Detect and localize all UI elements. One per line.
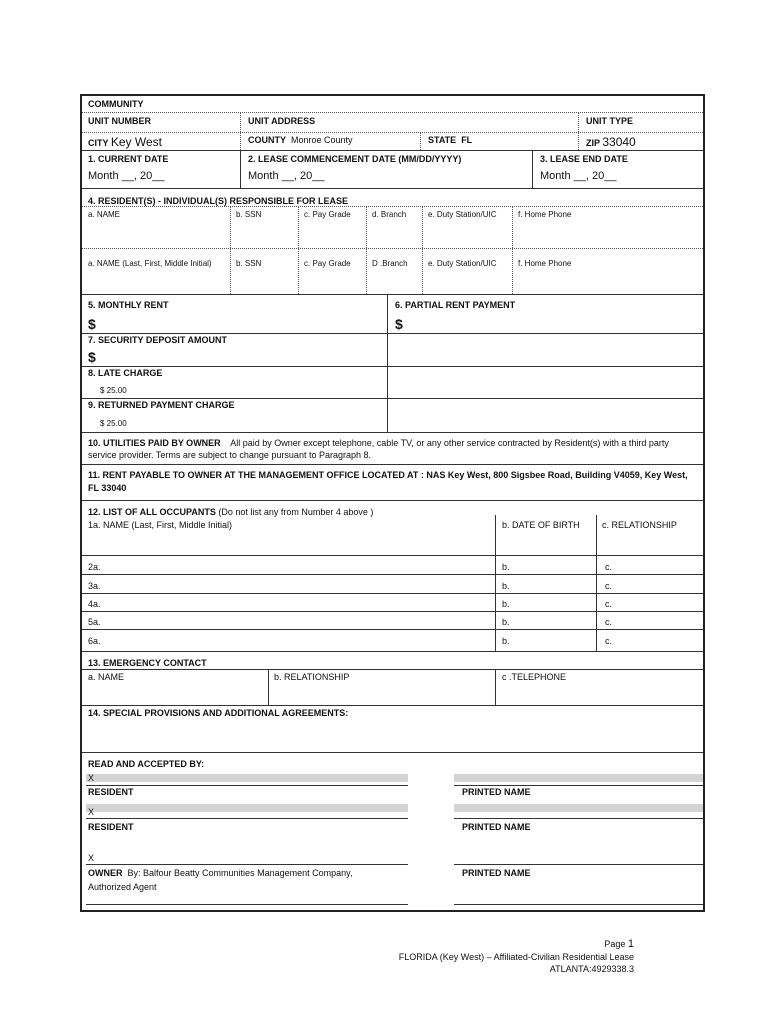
printed-name-label: PRINTED NAME (462, 787, 531, 797)
lease-end-value[interactable]: Month __, 20__ (540, 170, 617, 182)
divider (387, 294, 388, 432)
lease-end-label: 3. LEASE END DATE (540, 154, 628, 164)
divider (420, 132, 421, 150)
divider (422, 206, 423, 294)
divider (240, 132, 241, 150)
resident-pay-grade-label: c. Pay Grade (304, 210, 351, 219)
rent-payable-text: 11. RENT PAYABLE TO OWNER AT THE MANAGEMENT OFFICE LOCATED AT : NAS Key West, 800 Sigsbee Road, Building V4059, Key West, (88, 470, 688, 480)
divider (82, 398, 703, 399)
divider (82, 206, 703, 207)
divider (82, 150, 703, 151)
partial-rent-value[interactable]: $ (395, 316, 403, 332)
resident-branch-label: d. Branch (372, 210, 407, 219)
occupant-name-header: 1a. NAME (Last, First, Middle Initial) (88, 520, 233, 530)
occupant-relationship-header: c. RELATIONSHIP (602, 520, 677, 530)
divider (82, 705, 703, 706)
zip-field[interactable]: ZIP 33040 (586, 135, 636, 149)
signature-shade (86, 774, 408, 782)
divider (495, 515, 496, 651)
late-charge-value: $ 25.00 (100, 386, 127, 395)
divider (82, 500, 703, 501)
printed-name-label: PRINTED NAME (462, 822, 531, 832)
divider (82, 132, 703, 133)
resident-signature-x: X (88, 807, 95, 817)
divider (240, 150, 241, 188)
divider (82, 593, 703, 594)
lease-commencement-label: 2. LEASE COMMENCEMENT DATE (MM/DD/YYYY) (248, 154, 462, 164)
resident-name-label: a. NAME (Last, First, Middle Initial) (88, 259, 212, 268)
divider (82, 574, 703, 575)
divider (366, 206, 367, 294)
resident-home-phone-label: f. Home Phone (518, 259, 572, 268)
divider (82, 651, 703, 652)
divider (512, 206, 513, 294)
divider (240, 112, 241, 132)
returned-payment-label: 9. RETURNED PAYMENT CHARGE (88, 400, 235, 410)
monthly-rent-label: 5. MONTHLY RENT (88, 300, 169, 310)
divider (532, 150, 533, 188)
unit-number-label: UNIT NUMBER (88, 116, 151, 126)
divider (82, 248, 703, 249)
divider (82, 188, 703, 189)
divider (578, 132, 579, 150)
resident-signature-line[interactable] (86, 818, 408, 819)
emergency-telephone-label: c .TELEPHONE (502, 672, 567, 682)
resident-ssn-label: b. SSN (236, 259, 262, 268)
divider (82, 752, 703, 753)
divider (82, 294, 703, 295)
residents-title: 4. RESIDENT(S) - INDIVIDUAL(S) RESPONSIBLE FOR LEASE (88, 196, 349, 206)
printed-name-bottom-line (454, 904, 703, 905)
divider (82, 629, 703, 630)
divider (82, 464, 703, 465)
divider (268, 669, 269, 705)
signature-shade (86, 804, 408, 812)
county-field[interactable]: COUNTY Monroe County (248, 135, 353, 145)
divider (596, 515, 597, 651)
owner-label: OWNER By: Balfour Beatty Communities Management Company, (88, 868, 353, 878)
printed-name-line[interactable] (454, 818, 703, 819)
divider (82, 611, 703, 612)
resident-duty-station-label: e. Duty Station/UIC (428, 210, 497, 219)
resident-label: RESIDENT (88, 822, 134, 832)
occupant-dob-header: b. DATE OF BIRTH (502, 520, 580, 530)
resident-signature-line[interactable] (86, 785, 408, 786)
printed-name-line[interactable] (454, 864, 703, 865)
divider (82, 432, 703, 433)
divider (82, 669, 703, 670)
form-title-footer: FLORIDA (Key West) – Affiliated-Civilian Residential Lease (398, 952, 634, 962)
owner-signature-line[interactable] (86, 864, 408, 865)
resident-name-label: a. NAME (88, 210, 121, 219)
rent-payable-text-line2: FL 33040 (88, 483, 127, 493)
lease-form: COMMUNITY UNIT NUMBER UNIT ADDRESS UNIT TYPE CITY Key West COUNTY Monroe County STATE FL ZIP 33040 1. CURRENT DATE 2. LEASE COMMENCEMENT DATE (MM/DD/YYYY) 3. LEASE END DATE Month __, 20__ Month __, 20__ Month __, 20__ 4. RESIDENT(S) - INDIVIDUAL(S) RESPONSIBLE FOR LEASE a. NAME b. SSN c. Pay Grade d. Branch e. Duty Station/UIC f. Home Phone a. NAME (Last, First, Middle Initial) b. SSN c. Pay Grade D .Branch e. Duty Station/UIC f. Home Phone 5. MONTHLY RENT $ 6. PARTIAL RENT PAYMENT $ 7. SECURITY DEPOSIT AMOUNT $ 8. LATE CHARGE $ 25.00 9. RETURNED PAYMENT CHARGE $ 25.00 10. UTILITIES PAID BY OWNER All paid by Owner except telephone, cable TV, or any other service contracted by Resident(s) with a third party service provider. Terms are subject to change pursuant to Paragraph 8. 11. RENT PAYABLE TO OWNER AT THE MANAGEMENT OFFICE LOCATED AT : NAS Key West, 800 Sigsbee Road, Building V4059, Key West, FL 33040 12. LIST OF ALL OCCUPANTS (Do not list any from Number 4 above ) 1a. NAME (Last, First, Middle Initial) b. DATE OF BIRTH c. RELATIONSHIP 2a. b. c. 3a. b. c. 4a. b. c. 5a. b. c. 6a. b. c. 13. EMERGENCY CONTACT a. NAME b. RELATIONSHIP c .TELEPHONE 14. SPECIAL PROVISIONS AND ADDITIONAL AGREEMENTS: READ AND ACCEPTED BY: X RESIDENT PRINTED NAME X RESIDENT PRINTED NAME X OWNER By: Balfour Beatty Communities Management Company, PRINTED NAME Authorized Agent (80, 94, 705, 912)
emergency-name-label: a. NAME (88, 672, 125, 682)
divider (82, 333, 703, 334)
state-field[interactable]: STATE FL (428, 135, 473, 145)
partial-rent-label: 6. PARTIAL RENT PAYMENT (395, 300, 516, 310)
resident-ssn-label: b. SSN (236, 210, 262, 219)
divider (578, 112, 579, 132)
read-accepted-title: READ AND ACCEPTED BY: (88, 759, 205, 769)
resident-label: RESIDENT (88, 787, 134, 797)
resident-duty-station-label: e. Duty Station/UIC (428, 259, 497, 268)
page-number: Page 1 (604, 938, 634, 950)
divider (495, 669, 496, 705)
emergency-contact-title: 13. EMERGENCY CONTACT (88, 658, 207, 668)
special-provisions-title: 14. SPECIAL PROVISIONS AND ADDITIONAL AGREEMENTS: (88, 708, 349, 718)
security-deposit-value[interactable]: $ (88, 349, 96, 365)
utilities-text-line2: service provider. Terms are subject to change pursuant to Paragraph 8. (88, 450, 371, 460)
unit-type-label: UNIT TYPE (586, 116, 634, 126)
signature-shade (454, 804, 703, 812)
late-charge-label: 8. LATE CHARGE (88, 368, 163, 378)
current-date-value[interactable]: Month __, 20__ (88, 170, 165, 182)
document-id: ATLANTA:4929338.3 (549, 964, 634, 974)
city-field[interactable]: CITY Key West (88, 135, 162, 149)
resident-branch-label: D .Branch (372, 259, 408, 268)
current-date-label: 1. CURRENT DATE (88, 154, 169, 164)
returned-payment-value: $ 25.00 (100, 419, 127, 428)
occupants-title: 12. LIST OF ALL OCCUPANTS (Do not list any from Number 4 above ) (88, 507, 374, 517)
resident-home-phone-label: f. Home Phone (518, 210, 572, 219)
owner-agent-label: Authorized Agent (88, 882, 157, 892)
monthly-rent-value[interactable]: $ (88, 316, 96, 332)
divider (82, 555, 703, 556)
community-label: COMMUNITY (88, 99, 144, 109)
security-deposit-label: 7. SECURITY DEPOSIT AMOUNT (88, 335, 228, 345)
divider (298, 206, 299, 294)
owner-signature-x: X (88, 853, 95, 863)
unit-address-label: UNIT ADDRESS (248, 116, 316, 126)
utilities-text: 10. UTILITIES PAID BY OWNER All paid by Owner except telephone, cable TV, or any other service contracted by Resident(s) with a third party (88, 438, 669, 448)
printed-name-line[interactable] (454, 785, 703, 786)
emergency-relationship-label: b. RELATIONSHIP (274, 672, 350, 682)
owner-signature-bottom-line (86, 904, 408, 905)
divider (230, 206, 231, 294)
resident-pay-grade-label: c. Pay Grade (304, 259, 351, 268)
resident-signature-x: X (88, 773, 95, 783)
divider (82, 366, 703, 367)
commencement-date-value[interactable]: Month __, 20__ (248, 170, 325, 182)
signature-shade (454, 774, 703, 782)
printed-name-label: PRINTED NAME (462, 868, 531, 878)
divider (82, 112, 703, 113)
